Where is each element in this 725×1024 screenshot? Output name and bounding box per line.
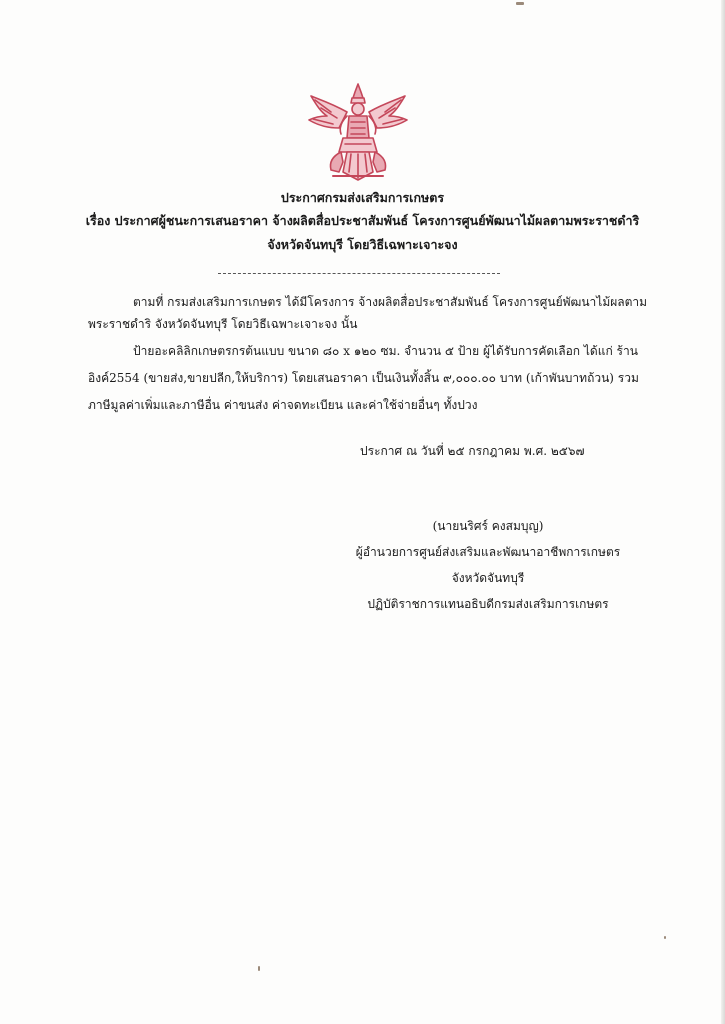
announcement-subject-continued: จังหวัดจันทบุรี โดยวิธีเฉพาะเจาะจง xyxy=(267,237,458,252)
scan-mark-bottom xyxy=(258,966,260,971)
body-paragraph-2-end: ภาษีมูลค่าเพิ่มและภาษีอื่น ค่าขนส่ง ค่าจดทะเบียน และค่าใช้จ่ายอื่นๆ ทั้งปวง xyxy=(88,398,478,412)
scan-mark-top xyxy=(516,2,524,5)
garuda-emblem-icon xyxy=(303,82,413,182)
announcement-subject: เรื่อง ประกาศผู้ชนะการเสนอราคา จ้างผลิตสื่อประชาสัมพันธ์ โครงการศูนย์พัฒนาไม้ผลตามพระราชดำริ xyxy=(85,213,640,228)
body-paragraph-1: ตามที่ กรมส่งเสริมการเกษตร ได้มีโครงการ จ้างผลิตสื่อประชาสัมพันธ์ โครงการศูนย์พัฒนาไม้ผลตาม xyxy=(133,295,648,309)
page-edge xyxy=(721,0,725,1024)
signatory-province: จังหวัดจันทบุรี xyxy=(451,571,525,585)
body-paragraph-2-continued: อิงค์2554 (ขายส่ง,ขายปลีก,ให้บริการ) โดยเสนอราคา เป็นเงินทั้งสิ้น ๙,๐๐๐.๐๐ บาท (เก้าพันบาทถ้วน) รวม xyxy=(88,371,639,385)
signatory-position: ผู้อำนวยการศูนย์ส่งเสริมและพัฒนาอาชีพการเกษตร xyxy=(355,545,621,559)
body-paragraph-2: ป้ายอะคลิลิกเกษตรกรต้นแบบ ขนาด ๘๐ x ๑๒๐ ซม. จำนวน ๕ ป้าย ผู้ได้รับการคัดเลือก ได้แก่ ร้าน xyxy=(133,344,638,358)
body-paragraph-1-continued: พระราชดำริ จังหวัดจันทบุรี โดยวิธีเฉพาะเจาะจง นั้น xyxy=(88,317,358,331)
scan-mark-right xyxy=(664,936,666,939)
announce-date: ประกาศ ณ วันที่ ๒๕ กรกฎาคม พ.ศ. ๒๕๖๗ xyxy=(360,444,585,458)
header-divider xyxy=(218,273,500,274)
signatory-name: (นายนริศร์ คงสมบุญ) xyxy=(432,519,544,533)
announcement-issuer: ประกาศกรมส่งเสริมการเกษตร xyxy=(280,190,445,205)
signatory-acting-for: ปฏิบัติราชการแทนอธิบดีกรมส่งเสริมการเกษตร xyxy=(367,597,609,611)
